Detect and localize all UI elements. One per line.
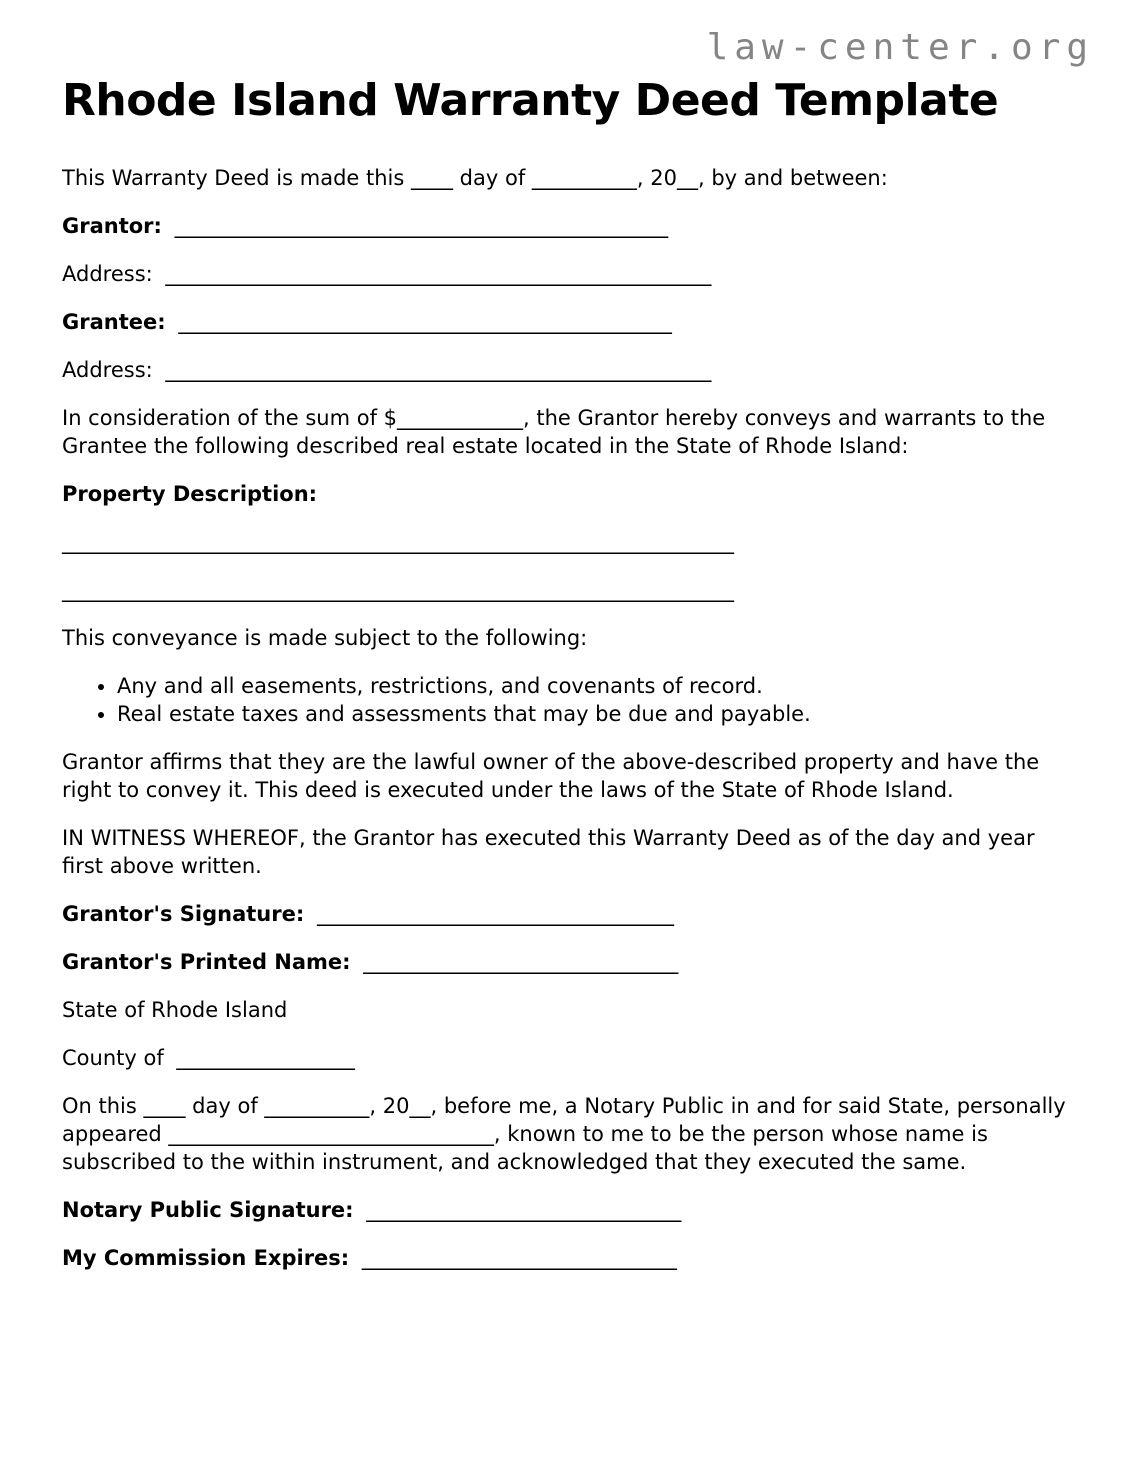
grantee-label: Grantee: [62,310,166,335]
grantee-address-field [62,356,1072,384]
notary-state-line: State of Rhode Island [62,998,288,1023]
grantor-field [62,212,1072,240]
subject-to-list [62,672,1072,728]
site-watermark: law-center.org [706,27,1094,68]
grantor-blank-line: _______________________________________________ [174,214,669,239]
affirmation-paragraph: Grantor affirms that they are the lawful owner of the above-described property and have the right to convey it. This deed is executed under the laws of the State of Rhode Island. [62,750,1040,803]
property-description-blank-line-1: ________________________________________________________________ [62,530,734,555]
grantor-signature-label: Grantor's Signature: [62,902,305,927]
grantee-address-label: Address: [62,358,153,383]
intro-line: This Warranty Deed is made this ____ day of __________, 20__, by and between: [62,166,888,191]
page-title: Rhode Island Warranty Deed Template [62,74,999,126]
subject-to-intro: This conveyance is made subject to the following: [62,626,588,651]
grantor-label: Grantor: [62,214,162,239]
list-item: • Real estate taxes and assessments that may be due and payable. [117,700,1072,728]
commission-expires-blank-line: ______________________________ [361,1246,677,1271]
notary-signature-blank-line: ______________________________ [366,1198,682,1223]
grantor-address-label: Address: [62,262,153,287]
notary-county-label: County of [62,1046,164,1071]
grantee-address-blank-line: ____________________________________________________ [165,358,712,383]
grantor-signature-blank-line: __________________________________ [316,902,674,927]
consideration-paragraph: In consideration of the sum of $____________, the Grantor hereby conveys and warrants to the Grantee the following described real estate located in the State of Rhode Island: [62,406,1046,459]
grantor-printed-name-blank-line: ______________________________ [363,950,679,975]
grantor-printed-name-field [62,948,1072,976]
grantee-field [62,308,1072,336]
grantee-blank-line: _______________________________________________ [178,310,672,335]
commission-expires-field [62,1244,1072,1272]
commission-expires-label: My Commission Expires: [62,1246,350,1271]
grantor-signature-field [62,900,1072,928]
notary-signature-label: Notary Public Signature: [62,1198,354,1223]
witness-paragraph: IN WITNESS WHEREOF, the Grantor has executed this Warranty Deed as of the day and year first above written. [62,826,1035,879]
notary-acknowledgment-paragraph: On this ____ day of __________, 20__, before me, a Notary Public in and for said State, personally appeared _______________________________, known to me to be the person whose name is subscribed to the within instrument, and acknowledged that they executed the same. [62,1094,1066,1175]
grantor-address-field [62,260,1072,288]
property-description-label: Property Description: [62,482,318,507]
grantor-printed-name-label: Grantor's Printed Name: [62,950,351,975]
list-item: • Any and all easements, restrictions, and covenants of record. [117,672,1072,700]
property-description-blank-line-2: ________________________________________________________________ [62,578,734,603]
notary-signature-field [62,1196,1072,1224]
grantor-address-blank-line: ____________________________________________________ [165,262,712,287]
notary-county-field [62,1044,1072,1072]
notary-county-blank-line: _________________ [176,1046,355,1071]
